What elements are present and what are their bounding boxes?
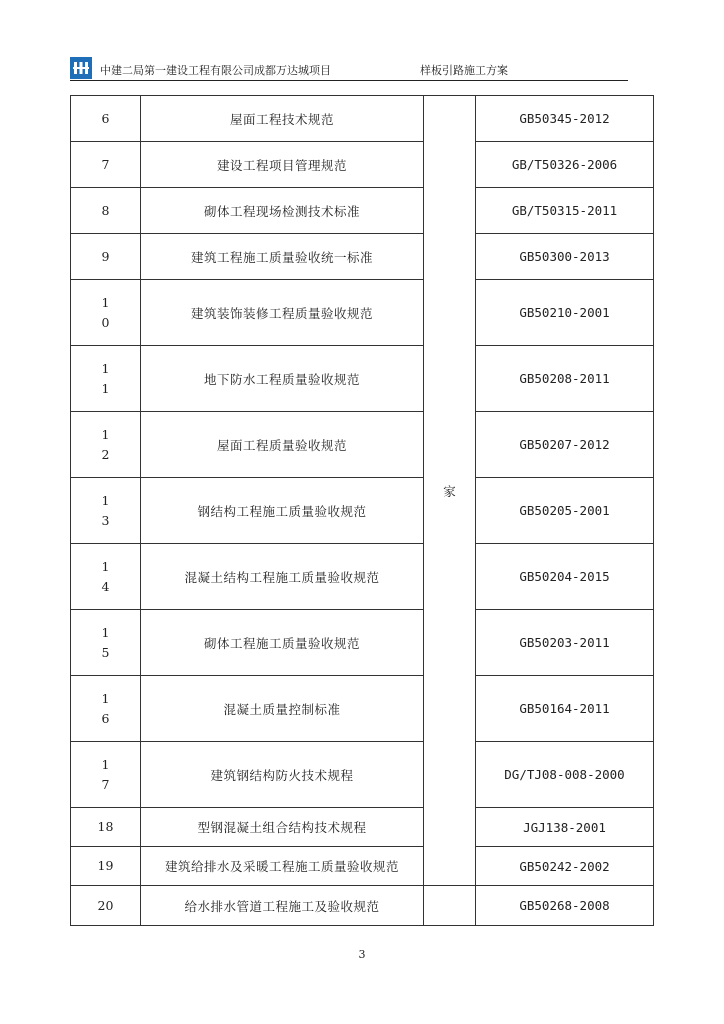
- row-number: 18: [71, 808, 141, 847]
- standard-code: GB50208-2011: [476, 346, 654, 412]
- table-row: [71, 280, 654, 346]
- header-doc-title: 样板引路施工方案: [420, 64, 508, 77]
- table-row: [71, 346, 654, 412]
- table-row: [71, 676, 654, 742]
- table-row: [71, 234, 654, 280]
- standard-code: GB50242-2002: [476, 847, 654, 886]
- standard-name: 建筑钢结构防火技术规程: [141, 742, 424, 808]
- table-row: [71, 886, 654, 926]
- standard-name: 砌体工程施工质量验收规范: [141, 610, 424, 676]
- header-rule: [70, 80, 628, 81]
- row-number: 1 7: [71, 742, 141, 808]
- standard-code: GB50203-2011: [476, 610, 654, 676]
- standard-name: 屋面工程质量验收规范: [141, 412, 424, 478]
- standard-code: GB50300-2013: [476, 234, 654, 280]
- table-row: [71, 544, 654, 610]
- table-row: [71, 478, 654, 544]
- table-row: [71, 142, 654, 188]
- row-number: 1 2: [71, 412, 141, 478]
- row-number: 1 3: [71, 478, 141, 544]
- table-row: [71, 808, 654, 847]
- company-logo-icon: [70, 57, 92, 79]
- row-number: 8: [71, 188, 141, 234]
- standard-name: 混凝土结构工程施工质量验收规范: [141, 544, 424, 610]
- standard-code: GB50164-2011: [476, 676, 654, 742]
- standard-code: GB50268-2008: [476, 886, 654, 926]
- row-number: 1 4: [71, 544, 141, 610]
- table-row: [71, 742, 654, 808]
- page-number: 3: [358, 948, 366, 961]
- standard-code: GB50345-2012: [476, 96, 654, 142]
- row-number: 9: [71, 234, 141, 280]
- standard-name: 给水排水管道工程施工及验收规范: [141, 886, 424, 926]
- row-number: 7: [71, 142, 141, 188]
- table-row: [71, 412, 654, 478]
- row-number: 1 1: [71, 346, 141, 412]
- category-cell: 家: [424, 96, 476, 886]
- standard-name: 建筑工程施工质量验收统一标准: [141, 234, 424, 280]
- standard-name: 建设工程项目管理规范: [141, 142, 424, 188]
- standard-name: 屋面工程技术规范: [141, 96, 424, 142]
- standard-name: 型钢混凝土组合结构技术规程: [141, 808, 424, 847]
- standard-code: GB/T50326-2006: [476, 142, 654, 188]
- row-number: 20: [71, 886, 141, 926]
- table-row: [71, 96, 654, 142]
- standard-name: 钢结构工程施工质量验收规范: [141, 478, 424, 544]
- row-number: 1 6: [71, 676, 141, 742]
- standard-name: 混凝土质量控制标准: [141, 676, 424, 742]
- row-number: 6: [71, 96, 141, 142]
- table-row: [71, 188, 654, 234]
- standard-code: GB/T50315-2011: [476, 188, 654, 234]
- standard-code: GB50210-2001: [476, 280, 654, 346]
- standard-code: GB50205-2001: [476, 478, 654, 544]
- row-number: 1 5: [71, 610, 141, 676]
- standard-code: GB50204-2015: [476, 544, 654, 610]
- empty-cell: [424, 886, 476, 926]
- standard-name: 砌体工程现场检测技术标准: [141, 188, 424, 234]
- standard-name: 建筑给排水及采暖工程施工质量验收规范: [141, 847, 424, 886]
- row-number: 1 0: [71, 280, 141, 346]
- standard-code: JGJ138-2001: [476, 808, 654, 847]
- standard-code: DG/TJ08-008-2000: [476, 742, 654, 808]
- page-header: [70, 57, 628, 81]
- standard-name: 建筑装饰装修工程质量验收规范: [141, 280, 424, 346]
- standard-code: GB50207-2012: [476, 412, 654, 478]
- standard-name: 地下防水工程质量验收规范: [141, 346, 424, 412]
- standards-table: [70, 95, 654, 926]
- table-row: [71, 847, 654, 886]
- row-number: 19: [71, 847, 141, 886]
- header-company-project: 中建二局第一建设工程有限公司成都万达城项目: [100, 64, 331, 77]
- table-row: [71, 610, 654, 676]
